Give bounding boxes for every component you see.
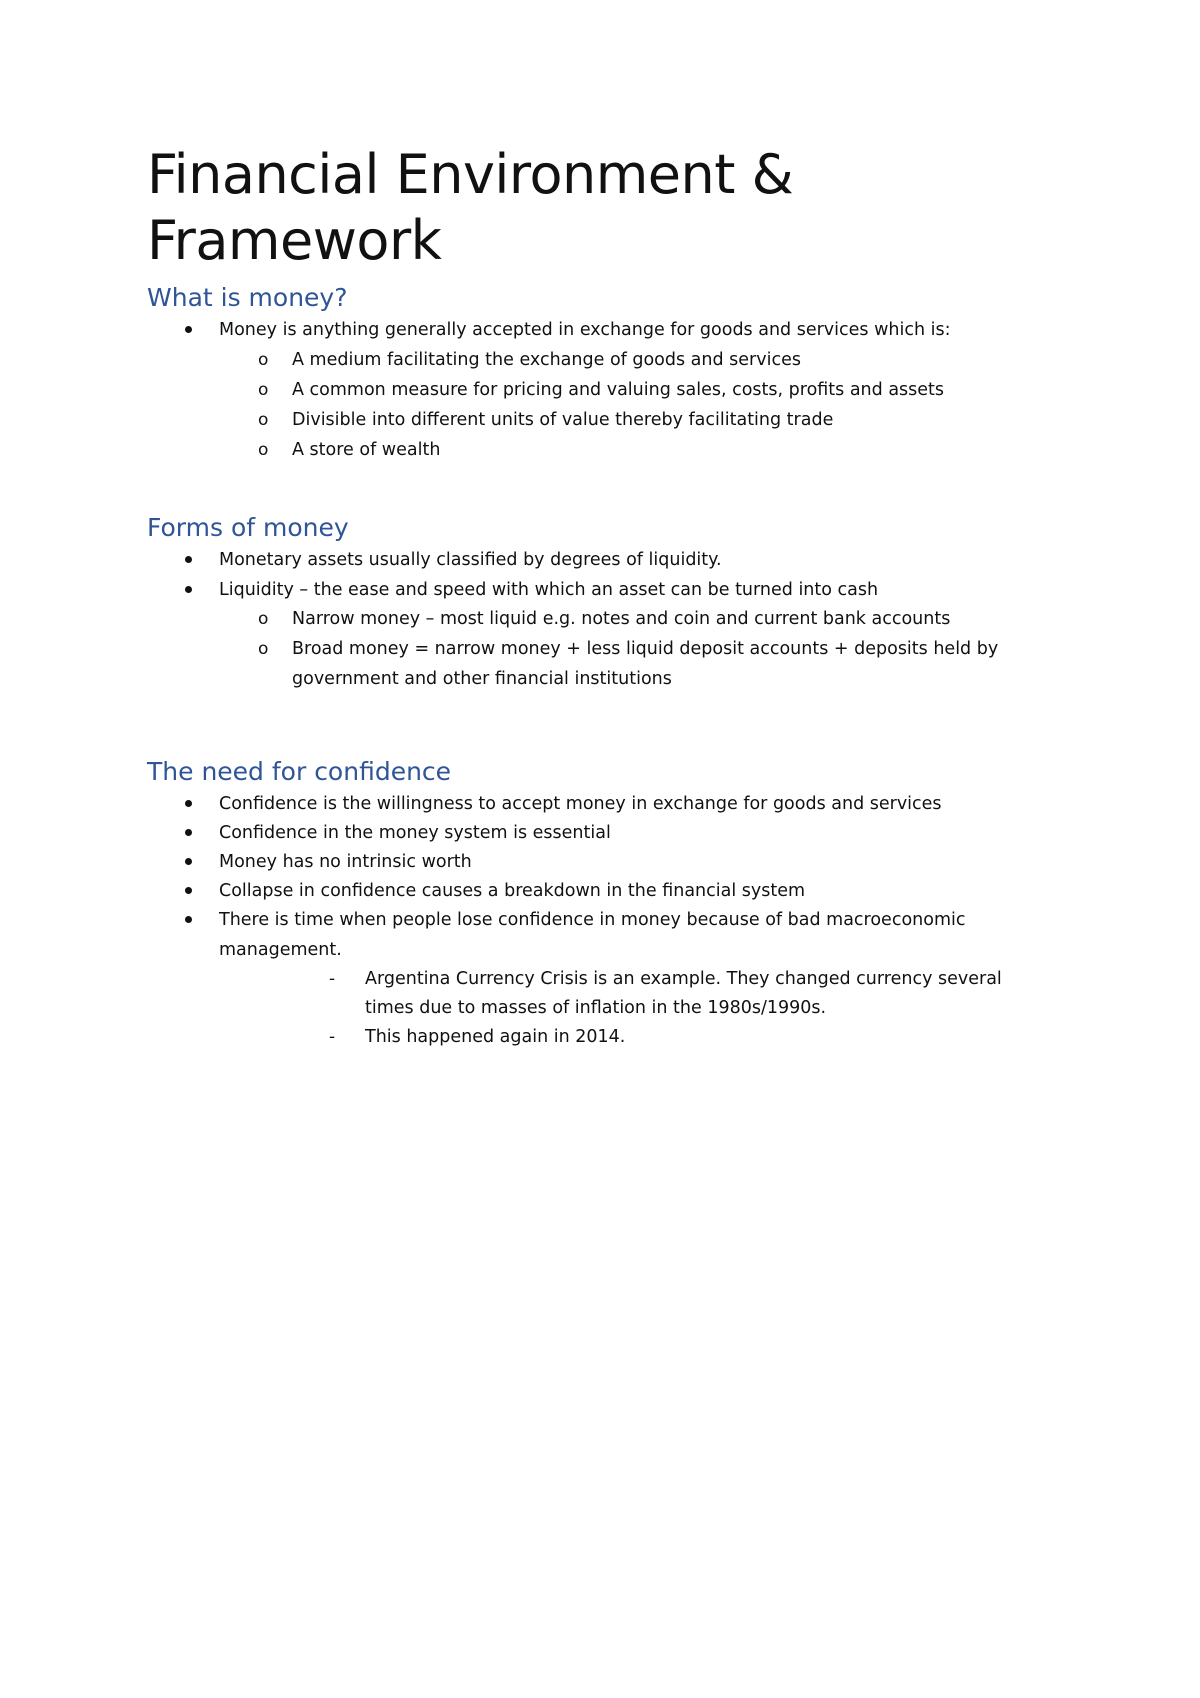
bullet-marker: [185, 887, 192, 894]
bullet-marker: [185, 556, 192, 563]
sub-bullet-marker: o: [258, 380, 269, 400]
list-item: Divisible into different units of value thereby facilitating trade: [292, 410, 834, 430]
list-item: Liquidity – the ease and speed with which an asset can be turned into cash: [219, 580, 879, 600]
dash-marker: -: [329, 969, 336, 989]
list-item: Confidence is the willingness to accept money in exchange for goods and services: [219, 794, 942, 814]
list-item: This happened again in 2014.: [365, 1027, 626, 1047]
bullet-marker: [185, 800, 192, 807]
title-line-1: Financial Environment &: [147, 143, 794, 206]
list-item: Confidence in the money system is essential: [219, 823, 611, 843]
bullet-marker: [185, 916, 192, 923]
dash-marker: -: [329, 1027, 336, 1047]
title-line-2: Framework: [147, 209, 442, 272]
sub-bullet-marker: o: [258, 609, 269, 629]
list-item-continuation: government and other financial institutions: [292, 669, 672, 689]
list-item: A store of wealth: [292, 440, 441, 460]
sub-bullet-marker: o: [258, 440, 269, 460]
sub-bullet-marker: o: [258, 639, 269, 659]
list-item: Money has no intrinsic worth: [219, 852, 472, 872]
list-item: Monetary assets usually classified by degrees of liquidity.: [219, 550, 722, 570]
document-title: [147, 142, 1047, 274]
bullet-marker: [185, 858, 192, 865]
section-heading-forms-of-money: Forms of money: [147, 513, 349, 542]
list-item: Collapse in confidence causes a breakdown in the financial system: [219, 881, 806, 901]
section-heading-need-for-confidence: The need for confidence: [147, 757, 452, 786]
list-item-continuation: management.: [219, 940, 342, 960]
list-item: Money is anything generally accepted in exchange for goods and services which is:: [219, 320, 951, 340]
list-item: Argentina Currency Crisis is an example. They changed currency several: [365, 969, 1002, 989]
list-item: There is time when people lose confidence in money because of bad macroeconomic: [219, 910, 966, 930]
list-item: Narrow money – most liquid e.g. notes and coin and current bank accounts: [292, 609, 951, 629]
bullet-marker: [185, 829, 192, 836]
list-item-continuation: times due to masses of inflation in the 1980s/1990s.: [365, 998, 827, 1018]
bullet-marker: [185, 586, 192, 593]
sub-bullet-marker: o: [258, 350, 269, 370]
list-item: A medium facilitating the exchange of goods and services: [292, 350, 801, 370]
list-item: A common measure for pricing and valuing sales, costs, profits and assets: [292, 380, 945, 400]
sub-bullet-marker: o: [258, 410, 269, 430]
bullet-marker: [185, 326, 192, 333]
list-item: Broad money = narrow money + less liquid deposit accounts + deposits held by: [292, 639, 999, 659]
section-heading-what-is-money: What is money?: [147, 283, 348, 312]
